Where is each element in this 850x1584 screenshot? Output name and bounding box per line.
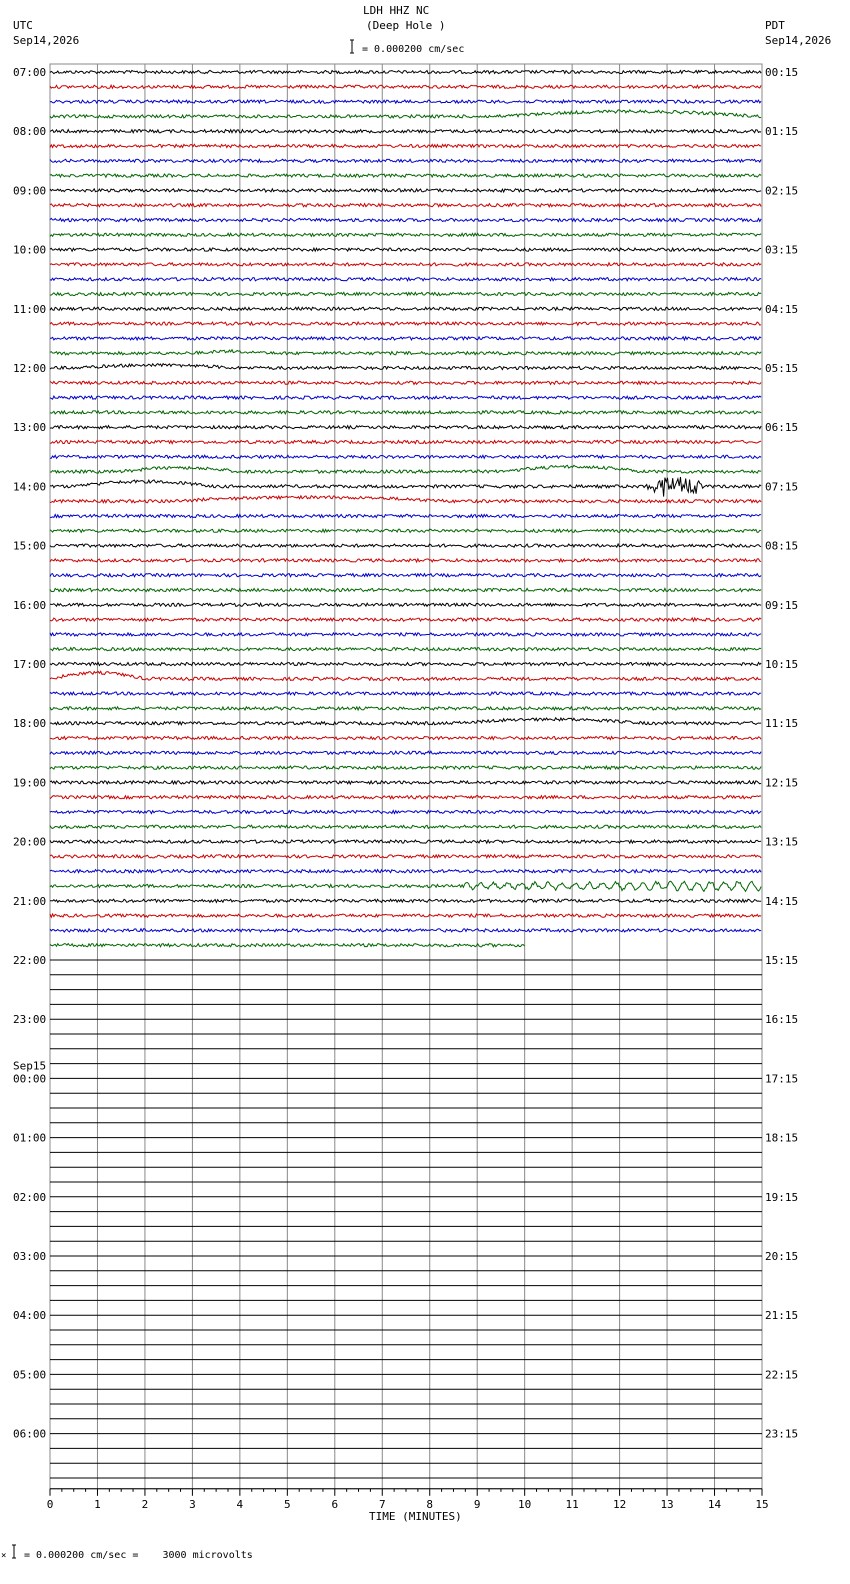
trace-row-30 <box>50 514 761 517</box>
trace-row-2 <box>50 100 761 103</box>
right-time-label: 07:15 <box>765 480 799 494</box>
x-tick-label-8: 8 <box>426 1497 434 1511</box>
right-time-label: 13:15 <box>765 835 799 849</box>
left-time-label: 19:00 <box>13 776 47 790</box>
right-time-label: 22:15 <box>765 1368 799 1382</box>
x-tick-label-0: 0 <box>46 1497 54 1511</box>
trace-row-45 <box>50 736 761 739</box>
x-tick-label-14: 14 <box>707 1497 722 1511</box>
scale-bar-icon <box>350 40 354 53</box>
trace-row-20 <box>50 364 761 370</box>
trace-row-6 <box>50 159 761 162</box>
trace-row-39 <box>50 648 761 651</box>
right-time-label: 14:15 <box>765 894 799 908</box>
right-time-label: 21:15 <box>765 1309 799 1323</box>
trace-row-51 <box>50 825 761 828</box>
trace-row-5 <box>50 144 761 147</box>
trace-row-49 <box>50 796 761 799</box>
trace-row-46 <box>50 751 761 754</box>
trace-row-47 <box>50 766 761 769</box>
trace-row-56 <box>50 899 761 902</box>
left-time-label: 07:00 <box>13 66 47 79</box>
trace-row-22 <box>50 396 761 399</box>
trace-row-55 <box>50 881 761 891</box>
x-tick-label-13: 13 <box>660 1497 674 1511</box>
left-time-label: 01:00 <box>13 1131 47 1145</box>
trace-row-8 <box>50 189 761 192</box>
trace-row-23 <box>50 411 761 414</box>
trace-row-0 <box>50 70 761 73</box>
trace-row-36 <box>50 603 761 606</box>
trace-row-25 <box>50 440 761 443</box>
trace-row-27 <box>50 465 761 473</box>
right-time-label: 01:15 <box>765 125 799 139</box>
x-tick-label-1: 1 <box>94 1497 101 1511</box>
left-time-label: 00:00 <box>13 1072 47 1086</box>
right-time-label: 00:15 <box>765 66 799 79</box>
trace-row-13 <box>50 263 761 266</box>
trace-row-32 <box>50 544 761 547</box>
trace-row-33 <box>50 559 761 562</box>
trace-row-57 <box>50 914 761 917</box>
right-time-label: 12:15 <box>765 776 799 790</box>
right-time-label: 04:15 <box>765 302 799 316</box>
trace-row-58 <box>50 929 761 932</box>
left-time-label: 08:00 <box>13 125 47 139</box>
x-tick-label-11: 11 <box>565 1497 579 1511</box>
trace-row-38 <box>50 633 761 636</box>
left-date: Sep14,2026 <box>13 34 80 47</box>
right-date: Sep14,2026 <box>765 34 832 47</box>
x-tick-label-9: 9 <box>473 1497 481 1511</box>
trace-row-44 <box>50 718 761 725</box>
trace-row-34 <box>50 574 761 577</box>
trace-row-29 <box>50 496 761 503</box>
trace-row-48 <box>50 781 761 784</box>
x-axis-label: TIME (MINUTES) <box>369 1510 462 1523</box>
left-time-label: 18:00 <box>13 717 47 731</box>
trace-row-10 <box>50 218 761 221</box>
left-time-label: 02:00 <box>13 1190 47 1204</box>
x-tick-label-3: 3 <box>189 1497 196 1511</box>
trace-row-3 <box>50 110 761 118</box>
trace-row-40 <box>50 662 761 665</box>
x-tick-label-7: 7 <box>378 1497 386 1511</box>
trace-row-43 <box>50 707 761 710</box>
station-title: LDH HHZ NC <box>363 4 430 17</box>
x-tick-label-15: 15 <box>755 1497 769 1511</box>
left-time-label: 13:00 <box>13 421 47 435</box>
trace-row-1 <box>50 85 761 88</box>
left-time-label: 06:00 <box>13 1427 47 1441</box>
right-time-label: 23:15 <box>765 1427 799 1441</box>
trace-row-11 <box>50 233 761 236</box>
right-time-label: 03:15 <box>765 243 799 257</box>
trace-row-9 <box>50 204 761 207</box>
left-time-label: 11:00 <box>13 302 47 316</box>
trace-row-28 <box>50 477 761 497</box>
left-time-label: 05:00 <box>13 1368 47 1382</box>
x-tick-label-10: 10 <box>518 1497 532 1511</box>
trace-row-4 <box>50 130 761 133</box>
left-time-label: 22:00 <box>13 954 47 967</box>
x-tick-label-12: 12 <box>612 1497 627 1511</box>
left-time-label: 03:00 <box>13 1250 47 1263</box>
right-time-label: 18:15 <box>765 1131 799 1145</box>
trace-row-18 <box>50 337 761 340</box>
right-time-label: 19:15 <box>765 1190 799 1204</box>
x-tick-label-6: 6 <box>331 1497 339 1511</box>
right-time-label: 05:15 <box>765 362 799 375</box>
x-tick-label-2: 2 <box>141 1497 149 1511</box>
left-time-label: 09:00 <box>13 184 47 198</box>
trace-row-14 <box>50 278 761 281</box>
trace-row-24 <box>50 426 761 429</box>
trace-row-7 <box>50 174 761 177</box>
left-timezone: UTC <box>13 19 33 32</box>
x-tick-label-5: 5 <box>284 1497 291 1511</box>
trace-row-15 <box>50 292 761 295</box>
scale-legend: = 0.000200 cm/sec <box>362 44 465 55</box>
station-location: (Deep Hole ) <box>366 19 446 32</box>
footer-scale-bar-icon <box>12 1545 16 1558</box>
trace-row-50 <box>50 810 761 813</box>
trace-row-41 <box>50 671 761 680</box>
left-time-label: 04:00 <box>13 1309 47 1323</box>
right-time-label: 02:15 <box>765 184 799 198</box>
trace-row-16 <box>50 307 761 310</box>
left-time-label: 21:00 <box>13 894 47 908</box>
right-timezone: PDT <box>765 19 785 32</box>
trace-row-42 <box>50 692 761 695</box>
left-time-label: 16:00 <box>13 598 47 612</box>
left-time-label: 20:00 <box>13 835 47 849</box>
right-time-label: 17:15 <box>765 1072 799 1086</box>
trace-row-52 <box>50 840 761 843</box>
trace-row-12 <box>50 248 761 251</box>
trace-row-53 <box>50 855 761 858</box>
right-time-label: 08:15 <box>765 539 799 553</box>
left-date-label: Sep15 <box>13 1059 47 1073</box>
footer-mark: × <box>1 1551 7 1561</box>
right-time-label: 09:15 <box>765 598 799 612</box>
trace-row-17 <box>50 322 761 325</box>
right-time-label: 06:15 <box>765 421 799 435</box>
left-time-label: 12:00 <box>13 362 47 375</box>
trace-row-35 <box>50 588 761 591</box>
trace-row-19 <box>50 350 761 355</box>
right-time-label: 15:15 <box>765 954 799 967</box>
trace-row-26 <box>50 455 761 458</box>
right-time-label: 20:15 <box>765 1250 799 1263</box>
left-time-label: 10:00 <box>13 243 47 257</box>
x-tick-label-4: 4 <box>236 1497 244 1511</box>
left-time-label: 14:00 <box>13 480 47 494</box>
trace-row-31 <box>50 529 761 532</box>
trace-row-54 <box>50 870 761 873</box>
left-time-label: 15:00 <box>13 539 47 553</box>
footer-scale-note: = 0.000200 cm/sec = 3000 microvolts <box>24 1550 253 1561</box>
right-time-label: 11:15 <box>765 717 799 731</box>
left-time-label: 17:00 <box>13 658 47 671</box>
trace-row-37 <box>50 618 761 621</box>
right-time-label: 10:15 <box>765 658 799 671</box>
trace-row-21 <box>50 381 761 384</box>
right-time-label: 16:15 <box>765 1013 799 1027</box>
left-time-label: 23:00 <box>13 1013 47 1027</box>
